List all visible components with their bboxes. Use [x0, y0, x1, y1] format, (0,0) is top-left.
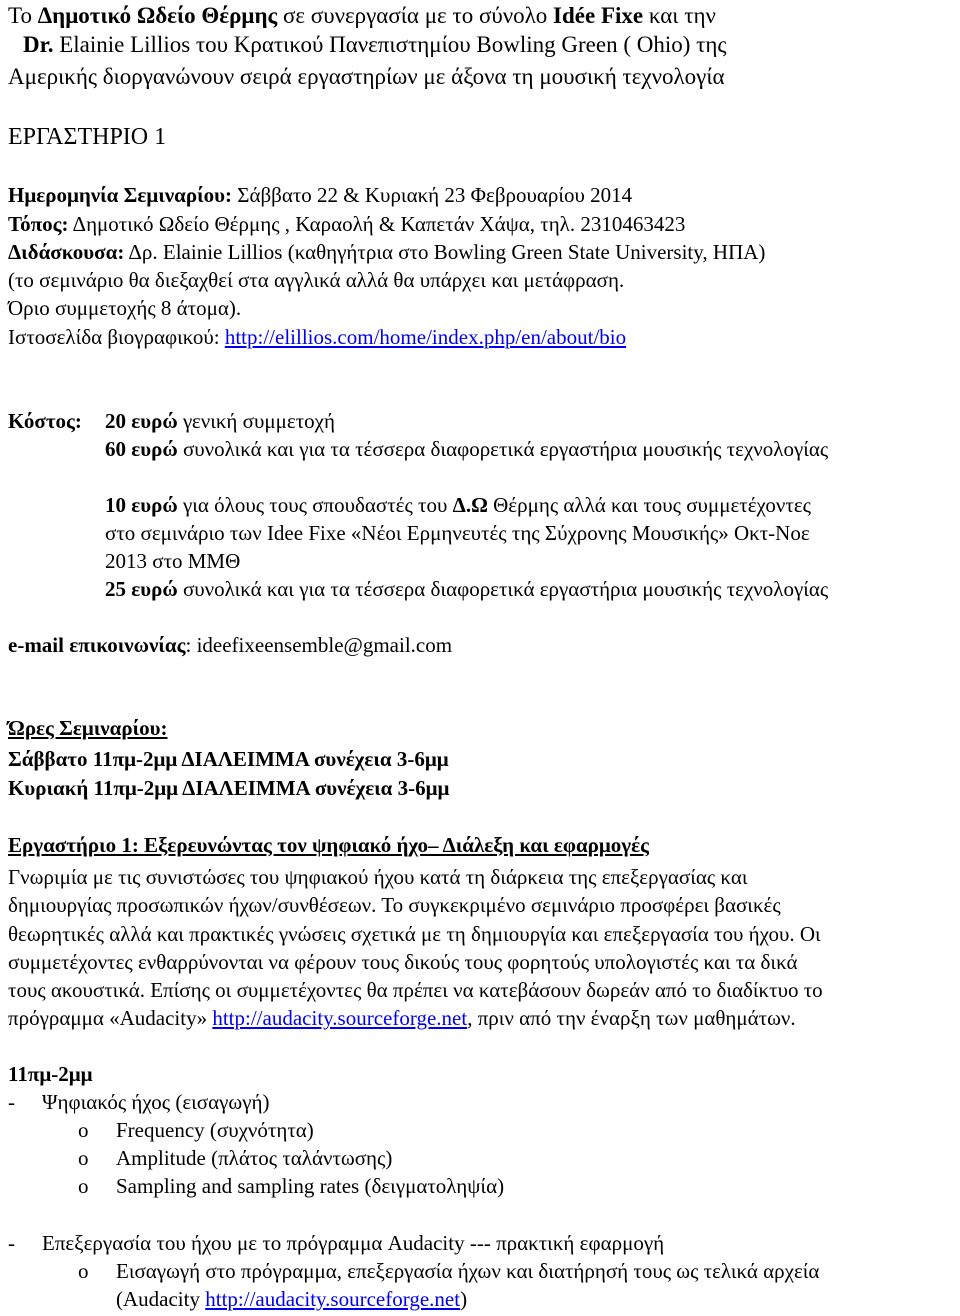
seminar-place — [8, 210, 685, 238]
sub-bullet: o — [78, 1146, 89, 1170]
audacity-link[interactable]: http://audacity.sourceforge.net — [212, 1006, 468, 1030]
bio-line — [8, 323, 626, 351]
hours-sunday: Κυριακή 11πμ-2μμ ΔΙΑΛΕΙΜΜΑ συνέχεια 3-6μμ — [8, 776, 450, 800]
schedule-text: (Audacity — [116, 1287, 206, 1311]
workshop-title: ΕΡΓΑΣΤΗΡΙΟ 1 — [8, 124, 167, 150]
schedule-sub-amplitude: Amplitude (πλάτος ταλάντωσης) — [116, 1146, 393, 1170]
bio-label: Ιστοσελίδα βιογραφικού: — [8, 325, 225, 349]
list-bullet: - — [8, 1231, 15, 1255]
place-value: Δημοτικό Ωδείο Θέρμης , Καραολή & Καπετάν Χάψα, τηλ. 2310463423 — [68, 212, 686, 236]
audacity-link-2[interactable]: http://audacity.sourceforge.net — [205, 1287, 461, 1311]
conservatory-name: Δημοτικό Ωδείο Θέρμης — [37, 3, 278, 28]
seminar-teacher — [8, 238, 765, 266]
lab-paragraph-line: συμμετέχοντες ενθαρρύνονται να φέρουν τους δικούς τους φορητούς υπολογιστές και τα δικά — [8, 950, 798, 974]
lab-paragraph-line — [8, 1004, 796, 1032]
lab-paragraph-line: θεωρητικές αλλά και πρακτικές γνώσεις σχετικά με τη δημιουργία και επεξεργασία του ήχου. Οι — [8, 922, 821, 946]
language-note: (το σεμινάριο θα διεξαχθεί στα αγγλικά αλλά θα υπάρχει και μετάφραση. — [8, 268, 625, 292]
intro-line-3: Αμερικής διοργανώνουν σειρά εργαστηρίων με άξονα τη μουσική τεχνολογία — [8, 64, 725, 89]
ensemble-name: Idée Fixe — [553, 3, 644, 28]
hours-title-text: Ώρες Σεμιναρίου: — [8, 716, 168, 740]
hours-title — [8, 714, 953, 742]
schedule-text: ) — [460, 1287, 468, 1311]
intro-line-1 — [8, 2, 716, 30]
intro-text: Elainie Lillios του Κρατικού Πανεπιστημίου Bowling Green ( Ohio) της — [53, 32, 727, 57]
intro-text: και την — [643, 3, 716, 28]
lab-paragraph-line: δημιουργίας προσωπικών ήχων/συνθέσεων. Το συγκεκριμένο σεμινάριο προσφέρει βασικές — [8, 893, 781, 917]
hours-saturday: Σάββατο 11πμ-2μμ ΔΙΑΛΕΙΜΜΑ συνέχεια 3-6μμ — [8, 747, 449, 771]
schedule-time: 11πμ-2μμ — [8, 1062, 93, 1086]
cost-amount: 20 ευρώ — [105, 409, 178, 433]
seminar-date — [8, 181, 632, 209]
lab-paragraph-line: Γνωριμία με τις συνιστώσες του ψηφιακού ήχου κατά τη διάρκεια της επεξεργασίας και — [8, 865, 748, 889]
place-label: Τόπος: — [8, 212, 69, 236]
cost-all-workshops — [105, 435, 828, 463]
cost-students — [105, 491, 811, 519]
lab-text: , πριν από την έναρξη των μαθημάτων. — [467, 1006, 796, 1030]
contact-email — [8, 631, 452, 659]
lab-title: Εργαστήριο 1: Εξερευνώντας τον ψηφιακό ήχο– Διάλεξη και εφαρμογές — [8, 833, 649, 857]
intro-text: Το — [8, 3, 38, 28]
cost-general — [105, 407, 335, 435]
lab-paragraph-line: τους ακουστικά. Επίσης οι συμμετέχοντες θα πρέπει να κατεβάσουν δωρεάν από το διαδίκτυο το — [8, 978, 823, 1002]
cost-text: Θέρμης αλλά και τους συμμετέχοντες — [487, 493, 811, 517]
schedule-sub-frequency: Frequency (συχνότητα) — [116, 1118, 314, 1142]
intro-text: σε συνεργασία με το σύνολο — [277, 3, 554, 28]
sub-bullet: o — [78, 1174, 89, 1198]
cost-label: Κόστος: — [8, 409, 82, 433]
cost-students-line-3: 2013 στο ΜΜΘ — [105, 549, 241, 573]
email-label: e-mail επικοινωνίας — [8, 633, 186, 657]
schedule-sub-sampling: Sampling and sampling rates (δειγματοληψία) — [116, 1174, 505, 1198]
cost-students-line-2: στο σεμινάριο των Idee Fixe «Νέοι Ερμηνευτές της Σύχρονης Μουσικής» Οκτ-Νοε — [105, 521, 810, 545]
lab-text: πρόγραμμα «Audacity» — [8, 1006, 213, 1030]
conservatory-abbr: Δ.Ω — [452, 493, 488, 517]
cost-text: συνολικά και για τα τέσσερα διαφορετικά εργαστήρια μουσικής τεχνολογίας — [177, 437, 829, 461]
cost-text: γενική συμμετοχή — [177, 409, 335, 433]
cost-reduced-all — [105, 575, 828, 603]
intro-line-2 — [23, 31, 727, 59]
cost-amount: 60 ευρώ — [105, 437, 178, 461]
schedule-item-audacity: Επεξεργασία του ήχου με το πρόγραμμα Audacity --- πρακτική εφαρμογή — [42, 1231, 665, 1255]
email-value: : ideefixeensemble@gmail.com — [185, 633, 453, 657]
schedule-sub-intro: Εισαγωγή στο πρόγραμμα, επεξεργασία ήχων και διατήρησή τους ως τελικά αρχεία — [116, 1259, 820, 1283]
schedule-sub-audacity-link-line — [116, 1285, 467, 1313]
list-bullet: - — [8, 1090, 15, 1114]
participation-limit: Όριο συμμετοχής 8 άτομα). — [8, 296, 242, 320]
cost-amount: 10 ευρώ — [105, 493, 178, 517]
bio-link[interactable]: http://elillios.com/home/index.php/en/about/bio — [224, 325, 627, 349]
sub-bullet: o — [78, 1118, 89, 1142]
sub-bullet: o — [78, 1259, 89, 1283]
dr-title: Dr. — [23, 32, 54, 57]
date-value: Σάββατο 22 & Κυριακή 23 Φεβρουαρίου 2014 — [232, 183, 633, 207]
teacher-label: Διδάσκουσα: — [8, 240, 125, 264]
cost-text: συνολικά και για τα τέσσερα διαφορετικά εργαστήρια μουσικής τεχνολογίας — [177, 577, 829, 601]
cost-amount: 25 ευρώ — [105, 577, 178, 601]
date-label: Ημερομηνία Σεμιναρίου: — [8, 183, 233, 207]
teacher-value: Δρ. Elainie Lillios (καθηγήτρια στο Bowling Green State University, ΗΠΑ) — [124, 240, 766, 264]
schedule-item-digital-sound: Ψηφιακός ήχος (εισαγωγή) — [42, 1090, 270, 1114]
cost-text: για όλους τους σπουδαστές του — [177, 493, 453, 517]
